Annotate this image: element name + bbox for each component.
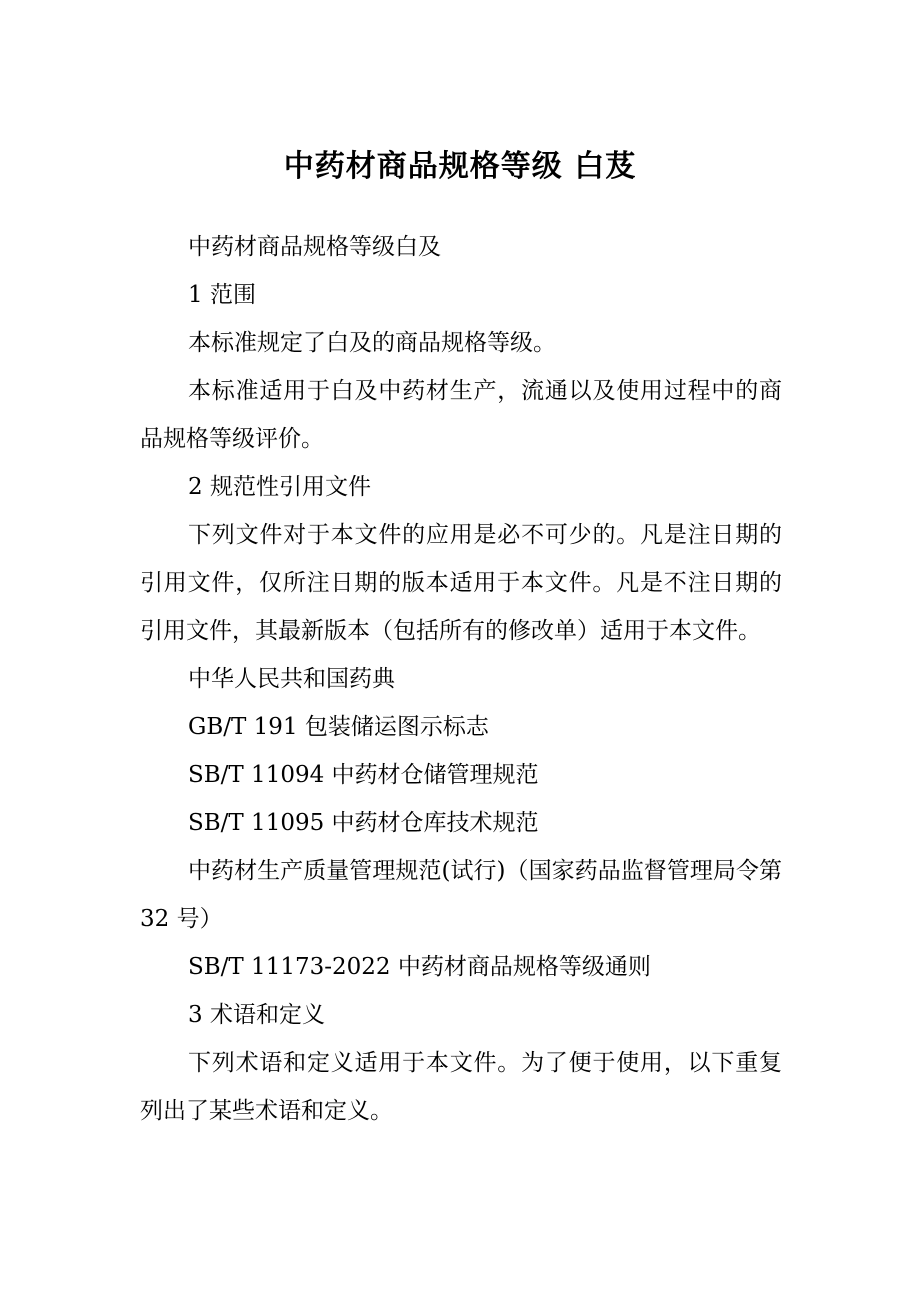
reference-gbt-191: GB/T 191 包装储运图示标志 bbox=[188, 714, 489, 740]
reference-sbt-11094: SB/T 11094 中药材仓储管理规范 bbox=[188, 762, 539, 788]
reference-pharmacopoeia: 中华人民共和国药典 bbox=[188, 666, 395, 692]
section-heading-normative-references: 2 规范性引用文件 bbox=[188, 474, 371, 500]
document-title: 中药材商品规格等级 白芨 bbox=[283, 149, 637, 184]
paragraph-scope-application: 本标准适用于白及中药材生产，流通以及使用过程中的商品规格等级评价。 bbox=[140, 378, 782, 452]
reference-gap-regulation: 中药材生产质量管理规范(试行)（国家药品监督管理局令第 32 号） bbox=[140, 858, 782, 932]
section-heading-scope: 1 范围 bbox=[188, 282, 256, 308]
paragraph-normative-references-intro: 下列文件对于本文件的应用是必不可少的。凡是注日期的引用文件，仅所注日期的版本适用于本文件。凡是不注日期的引用文件，其最新版本（包括所有的修改单）适用于本文件。 bbox=[140, 522, 782, 644]
reference-sbt-11173: SB/T 11173-2022 中药材商品规格等级通则 bbox=[188, 954, 651, 980]
paragraph-heading-name: 中药材商品规格等级白及 bbox=[188, 234, 441, 260]
paragraph-scope-definition: 本标准规定了白及的商品规格等级。 bbox=[188, 330, 556, 356]
paragraph-terms-definitions-intro: 下列术语和定义适用于本文件。为了便于使用，以下重复列出了某些术语和定义。 bbox=[140, 1050, 782, 1124]
section-heading-terms-definitions: 3 术语和定义 bbox=[188, 1002, 325, 1028]
reference-sbt-11095: SB/T 11095 中药材仓库技术规范 bbox=[188, 810, 539, 836]
document-body bbox=[140, 223, 782, 1135]
